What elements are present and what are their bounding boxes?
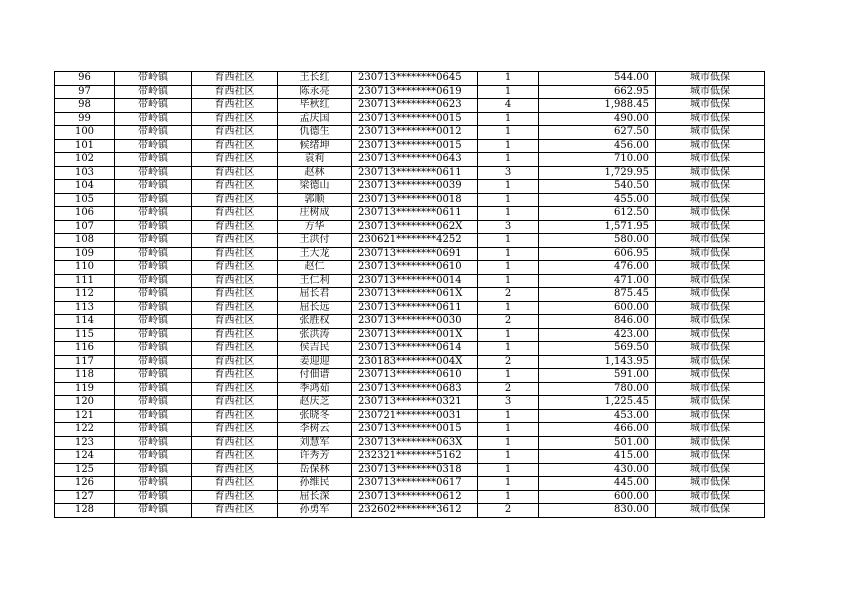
table-row (55, 382, 765, 396)
household-size-cell: 1 (478, 409, 539, 423)
relief-roster-table (54, 71, 765, 518)
town-cell: 带岭镇 (115, 247, 192, 261)
row-number: 105 (55, 193, 115, 207)
table-row (55, 85, 765, 99)
id-number-cell: 230713********0014 (352, 274, 478, 288)
amount-cell: 544.00 (539, 72, 656, 86)
name-cell: 袁莉 (278, 153, 352, 167)
id-number-cell: 230713********062X (352, 220, 478, 234)
amount-cell: 1,988.45 (539, 99, 656, 113)
community-cell: 育西社区 (192, 126, 278, 140)
aid-type-cell: 城市低保 (656, 99, 765, 113)
row-number: 128 (55, 504, 115, 518)
amount-cell: 591.00 (539, 369, 656, 383)
id-number-cell: 230713********0318 (352, 463, 478, 477)
name-cell: 许秀芳 (278, 450, 352, 464)
row-number: 124 (55, 450, 115, 464)
household-size-cell: 1 (478, 153, 539, 167)
id-number-cell: 230183********004X (352, 355, 478, 369)
household-size-cell: 2 (478, 288, 539, 302)
table-row (55, 436, 765, 450)
name-cell: 王洪付 (278, 234, 352, 248)
aid-type-cell: 城市低保 (656, 355, 765, 369)
amount-cell: 501.00 (539, 436, 656, 450)
amount-cell: 606.95 (539, 247, 656, 261)
household-size-cell: 1 (478, 423, 539, 437)
id-number-cell: 230713********0623 (352, 99, 478, 113)
town-cell: 带岭镇 (115, 369, 192, 383)
community-cell: 育西社区 (192, 409, 278, 423)
town-cell: 带岭镇 (115, 328, 192, 342)
amount-cell: 466.00 (539, 423, 656, 437)
name-cell: 屈长深 (278, 490, 352, 504)
amount-cell: 423.00 (539, 328, 656, 342)
amount-cell: 710.00 (539, 153, 656, 167)
table-row (55, 220, 765, 234)
row-number: 106 (55, 207, 115, 221)
town-cell: 带岭镇 (115, 166, 192, 180)
household-size-cell: 4 (478, 99, 539, 113)
amount-cell: 1,571.95 (539, 220, 656, 234)
name-cell: 庄树成 (278, 207, 352, 221)
name-cell: 李树云 (278, 423, 352, 437)
name-cell: 季鸿茹 (278, 382, 352, 396)
name-cell: 候绪坤 (278, 139, 352, 153)
row-number: 97 (55, 85, 115, 99)
household-size-cell: 2 (478, 504, 539, 518)
aid-type-cell: 城市低保 (656, 247, 765, 261)
household-size-cell: 1 (478, 112, 539, 126)
amount-cell: 445.00 (539, 477, 656, 491)
community-cell: 育西社区 (192, 342, 278, 356)
town-cell: 带岭镇 (115, 409, 192, 423)
name-cell: 赵仁 (278, 261, 352, 275)
community-cell: 育西社区 (192, 220, 278, 234)
id-number-cell: 230713********0321 (352, 396, 478, 410)
row-number: 96 (55, 72, 115, 86)
id-number-cell: 230721********0031 (352, 409, 478, 423)
amount-cell: 846.00 (539, 315, 656, 329)
name-cell: 方华 (278, 220, 352, 234)
row-number: 102 (55, 153, 115, 167)
id-number-cell: 230713********063X (352, 436, 478, 450)
row-number: 122 (55, 423, 115, 437)
household-size-cell: 1 (478, 261, 539, 275)
community-cell: 育西社区 (192, 450, 278, 464)
household-size-cell: 1 (478, 72, 539, 86)
community-cell: 育西社区 (192, 261, 278, 275)
aid-type-cell: 城市低保 (656, 220, 765, 234)
aid-type-cell: 城市低保 (656, 369, 765, 383)
town-cell: 带岭镇 (115, 180, 192, 194)
household-size-cell: 1 (478, 369, 539, 383)
household-size-cell: 3 (478, 166, 539, 180)
town-cell: 带岭镇 (115, 450, 192, 464)
row-number: 100 (55, 126, 115, 140)
row-number: 123 (55, 436, 115, 450)
household-size-cell: 1 (478, 234, 539, 248)
amount-cell: 471.00 (539, 274, 656, 288)
household-size-cell: 1 (478, 450, 539, 464)
aid-type-cell: 城市低保 (656, 342, 765, 356)
household-size-cell: 1 (478, 247, 539, 261)
table-row (55, 477, 765, 491)
id-number-cell: 232602********3612 (352, 504, 478, 518)
table-row (55, 288, 765, 302)
amount-cell: 875.45 (539, 288, 656, 302)
community-cell: 育西社区 (192, 72, 278, 86)
town-cell: 带岭镇 (115, 234, 192, 248)
table-row (55, 166, 765, 180)
town-cell: 带岭镇 (115, 396, 192, 410)
name-cell: 姜迎迎 (278, 355, 352, 369)
table-row (55, 396, 765, 410)
id-number-cell: 230713********001X (352, 328, 478, 342)
community-cell: 育西社区 (192, 477, 278, 491)
aid-type-cell: 城市低保 (656, 301, 765, 315)
aid-type-cell: 城市低保 (656, 72, 765, 86)
name-cell: 梁德山 (278, 180, 352, 194)
table-row (55, 315, 765, 329)
name-cell: 侯吉民 (278, 342, 352, 356)
aid-type-cell: 城市低保 (656, 477, 765, 491)
amount-cell: 476.00 (539, 261, 656, 275)
aid-type-cell: 城市低保 (656, 139, 765, 153)
name-cell: 陈永亮 (278, 85, 352, 99)
amount-cell: 415.00 (539, 450, 656, 464)
community-cell: 育西社区 (192, 180, 278, 194)
aid-type-cell: 城市低保 (656, 85, 765, 99)
aid-type-cell: 城市低保 (656, 166, 765, 180)
town-cell: 带岭镇 (115, 490, 192, 504)
amount-cell: 600.00 (539, 301, 656, 315)
name-cell: 毕秋红 (278, 99, 352, 113)
amount-cell: 780.00 (539, 382, 656, 396)
id-number-cell: 230713********0619 (352, 85, 478, 99)
row-number: 114 (55, 315, 115, 329)
table-row (55, 463, 765, 477)
aid-type-cell: 城市低保 (656, 315, 765, 329)
amount-cell: 662.95 (539, 85, 656, 99)
amount-cell: 453.00 (539, 409, 656, 423)
id-number-cell: 230713********0611 (352, 166, 478, 180)
town-cell: 带岭镇 (115, 112, 192, 126)
row-number: 113 (55, 301, 115, 315)
amount-cell: 430.00 (539, 463, 656, 477)
row-number: 119 (55, 382, 115, 396)
community-cell: 育西社区 (192, 490, 278, 504)
aid-type-cell: 城市低保 (656, 423, 765, 437)
household-size-cell: 1 (478, 180, 539, 194)
id-number-cell: 230713********0691 (352, 247, 478, 261)
aid-type-cell: 城市低保 (656, 274, 765, 288)
id-number-cell: 230713********0612 (352, 490, 478, 504)
id-number-cell: 232321********5162 (352, 450, 478, 464)
aid-type-cell: 城市低保 (656, 193, 765, 207)
name-cell: 张晓冬 (278, 409, 352, 423)
town-cell: 带岭镇 (115, 382, 192, 396)
row-number: 121 (55, 409, 115, 423)
table-row (55, 274, 765, 288)
community-cell: 育西社区 (192, 315, 278, 329)
row-number: 118 (55, 369, 115, 383)
household-size-cell: 3 (478, 396, 539, 410)
town-cell: 带岭镇 (115, 193, 192, 207)
row-number: 104 (55, 180, 115, 194)
community-cell: 育西社区 (192, 234, 278, 248)
household-size-cell: 1 (478, 207, 539, 221)
household-size-cell: 1 (478, 477, 539, 491)
household-size-cell: 1 (478, 342, 539, 356)
town-cell: 带岭镇 (115, 139, 192, 153)
town-cell: 带岭镇 (115, 463, 192, 477)
community-cell: 育西社区 (192, 301, 278, 315)
aid-type-cell: 城市低保 (656, 153, 765, 167)
row-number: 107 (55, 220, 115, 234)
community-cell: 育西社区 (192, 274, 278, 288)
town-cell: 带岭镇 (115, 477, 192, 491)
household-size-cell: 1 (478, 193, 539, 207)
household-size-cell: 1 (478, 463, 539, 477)
id-number-cell: 230713********0015 (352, 423, 478, 437)
community-cell: 育西社区 (192, 504, 278, 518)
table-row (55, 342, 765, 356)
row-number: 101 (55, 139, 115, 153)
name-cell: 王长红 (278, 72, 352, 86)
aid-type-cell: 城市低保 (656, 409, 765, 423)
town-cell: 带岭镇 (115, 504, 192, 518)
household-size-cell: 2 (478, 315, 539, 329)
table-row (55, 450, 765, 464)
row-number: 115 (55, 328, 115, 342)
row-number: 99 (55, 112, 115, 126)
id-number-cell: 230713********0643 (352, 153, 478, 167)
town-cell: 带岭镇 (115, 126, 192, 140)
household-size-cell: 1 (478, 328, 539, 342)
aid-type-cell: 城市低保 (656, 450, 765, 464)
name-cell: 张胜权 (278, 315, 352, 329)
amount-cell: 490.00 (539, 112, 656, 126)
household-size-cell: 1 (478, 126, 539, 140)
name-cell: 郭顺 (278, 193, 352, 207)
name-cell: 岳保林 (278, 463, 352, 477)
table-row (55, 328, 765, 342)
aid-type-cell: 城市低保 (656, 396, 765, 410)
row-number: 125 (55, 463, 115, 477)
household-size-cell: 1 (478, 436, 539, 450)
community-cell: 育西社区 (192, 247, 278, 261)
town-cell: 带岭镇 (115, 99, 192, 113)
amount-cell: 1,729.95 (539, 166, 656, 180)
amount-cell: 580.00 (539, 234, 656, 248)
id-number-cell: 230713********0610 (352, 261, 478, 275)
id-number-cell: 230621********4252 (352, 234, 478, 248)
town-cell: 带岭镇 (115, 301, 192, 315)
table-row (55, 261, 765, 275)
row-number: 108 (55, 234, 115, 248)
aid-type-cell: 城市低保 (656, 288, 765, 302)
town-cell: 带岭镇 (115, 153, 192, 167)
community-cell: 育西社区 (192, 396, 278, 410)
town-cell: 带岭镇 (115, 423, 192, 437)
aid-type-cell: 城市低保 (656, 328, 765, 342)
community-cell: 育西社区 (192, 463, 278, 477)
row-number: 111 (55, 274, 115, 288)
row-number: 127 (55, 490, 115, 504)
amount-cell: 540.50 (539, 180, 656, 194)
household-size-cell: 2 (478, 382, 539, 396)
town-cell: 带岭镇 (115, 261, 192, 275)
name-cell: 孙维民 (278, 477, 352, 491)
town-cell: 带岭镇 (115, 220, 192, 234)
table-row (55, 99, 765, 113)
aid-type-cell: 城市低保 (656, 382, 765, 396)
aid-type-cell: 城市低保 (656, 234, 765, 248)
amount-cell: 627.50 (539, 126, 656, 140)
id-number-cell: 230713********0012 (352, 126, 478, 140)
community-cell: 育西社区 (192, 328, 278, 342)
community-cell: 育西社区 (192, 153, 278, 167)
name-cell: 赵庆芝 (278, 396, 352, 410)
town-cell: 带岭镇 (115, 355, 192, 369)
table-row (55, 301, 765, 315)
town-cell: 带岭镇 (115, 72, 192, 86)
row-number: 116 (55, 342, 115, 356)
table-row (55, 153, 765, 167)
community-cell: 育西社区 (192, 193, 278, 207)
town-cell: 带岭镇 (115, 274, 192, 288)
community-cell: 育西社区 (192, 99, 278, 113)
name-cell: 屈长君 (278, 288, 352, 302)
aid-type-cell: 城市低保 (656, 126, 765, 140)
name-cell: 孙勇军 (278, 504, 352, 518)
id-number-cell: 230713********0039 (352, 180, 478, 194)
town-cell: 带岭镇 (115, 207, 192, 221)
community-cell: 育西社区 (192, 207, 278, 221)
town-cell: 带岭镇 (115, 288, 192, 302)
row-number: 98 (55, 99, 115, 113)
id-number-cell: 230713********0015 (352, 112, 478, 126)
household-size-cell: 2 (478, 355, 539, 369)
amount-cell: 612.50 (539, 207, 656, 221)
id-number-cell: 230713********061X (352, 288, 478, 302)
table-row (55, 409, 765, 423)
household-size-cell: 1 (478, 85, 539, 99)
community-cell: 育西社区 (192, 423, 278, 437)
table-row (55, 247, 765, 261)
name-cell: 屈长远 (278, 301, 352, 315)
name-cell: 张洪涛 (278, 328, 352, 342)
amount-cell: 456.00 (539, 139, 656, 153)
amount-cell: 600.00 (539, 490, 656, 504)
amount-cell: 830.00 (539, 504, 656, 518)
town-cell: 带岭镇 (115, 315, 192, 329)
town-cell: 带岭镇 (115, 342, 192, 356)
community-cell: 育西社区 (192, 436, 278, 450)
town-cell: 带岭镇 (115, 436, 192, 450)
town-cell: 带岭镇 (115, 85, 192, 99)
table-row (55, 112, 765, 126)
id-number-cell: 230713********0614 (352, 342, 478, 356)
name-cell: 王仁利 (278, 274, 352, 288)
name-cell: 赵林 (278, 166, 352, 180)
aid-type-cell: 城市低保 (656, 112, 765, 126)
name-cell: 仇德生 (278, 126, 352, 140)
table-row (55, 369, 765, 383)
household-size-cell: 1 (478, 139, 539, 153)
id-number-cell: 230713********0030 (352, 315, 478, 329)
amount-cell: 1,225.45 (539, 396, 656, 410)
id-number-cell: 230713********0611 (352, 301, 478, 315)
row-number: 112 (55, 288, 115, 302)
amount-cell: 1,143.95 (539, 355, 656, 369)
row-number: 109 (55, 247, 115, 261)
table-row (55, 355, 765, 369)
aid-type-cell: 城市低保 (656, 180, 765, 194)
household-size-cell: 1 (478, 301, 539, 315)
row-number: 110 (55, 261, 115, 275)
id-number-cell: 230713********0610 (352, 369, 478, 383)
row-number: 126 (55, 477, 115, 491)
row-number: 103 (55, 166, 115, 180)
table-row (55, 234, 765, 248)
table-row (55, 504, 765, 518)
table-row (55, 423, 765, 437)
community-cell: 育西社区 (192, 139, 278, 153)
id-number-cell: 230713********0617 (352, 477, 478, 491)
row-number: 120 (55, 396, 115, 410)
community-cell: 育西社区 (192, 355, 278, 369)
household-size-cell: 3 (478, 220, 539, 234)
row-number: 117 (55, 355, 115, 369)
aid-type-cell: 城市低保 (656, 207, 765, 221)
id-number-cell: 230713********0015 (352, 139, 478, 153)
aid-type-cell: 城市低保 (656, 504, 765, 518)
id-number-cell: 230713********0645 (352, 72, 478, 86)
table-row (55, 193, 765, 207)
amount-cell: 455.00 (539, 193, 656, 207)
aid-type-cell: 城市低保 (656, 261, 765, 275)
name-cell: 刘慧军 (278, 436, 352, 450)
community-cell: 育西社区 (192, 288, 278, 302)
table-row (55, 207, 765, 221)
aid-type-cell: 城市低保 (656, 463, 765, 477)
id-number-cell: 230713********0683 (352, 382, 478, 396)
name-cell: 孟庆国 (278, 112, 352, 126)
aid-type-cell: 城市低保 (656, 490, 765, 504)
community-cell: 育西社区 (192, 112, 278, 126)
community-cell: 育西社区 (192, 166, 278, 180)
household-size-cell: 1 (478, 490, 539, 504)
name-cell: 付佃谱 (278, 369, 352, 383)
table-row (55, 126, 765, 140)
table-row (55, 180, 765, 194)
community-cell: 育西社区 (192, 369, 278, 383)
id-number-cell: 230713********0018 (352, 193, 478, 207)
amount-cell: 569.50 (539, 342, 656, 356)
community-cell: 育西社区 (192, 382, 278, 396)
household-size-cell: 1 (478, 274, 539, 288)
table-row (55, 72, 765, 86)
aid-type-cell: 城市低保 (656, 436, 765, 450)
table-body (55, 72, 765, 518)
id-number-cell: 230713********0611 (352, 207, 478, 221)
table-row (55, 490, 765, 504)
name-cell: 王大龙 (278, 247, 352, 261)
community-cell: 育西社区 (192, 85, 278, 99)
table-row (55, 139, 765, 153)
